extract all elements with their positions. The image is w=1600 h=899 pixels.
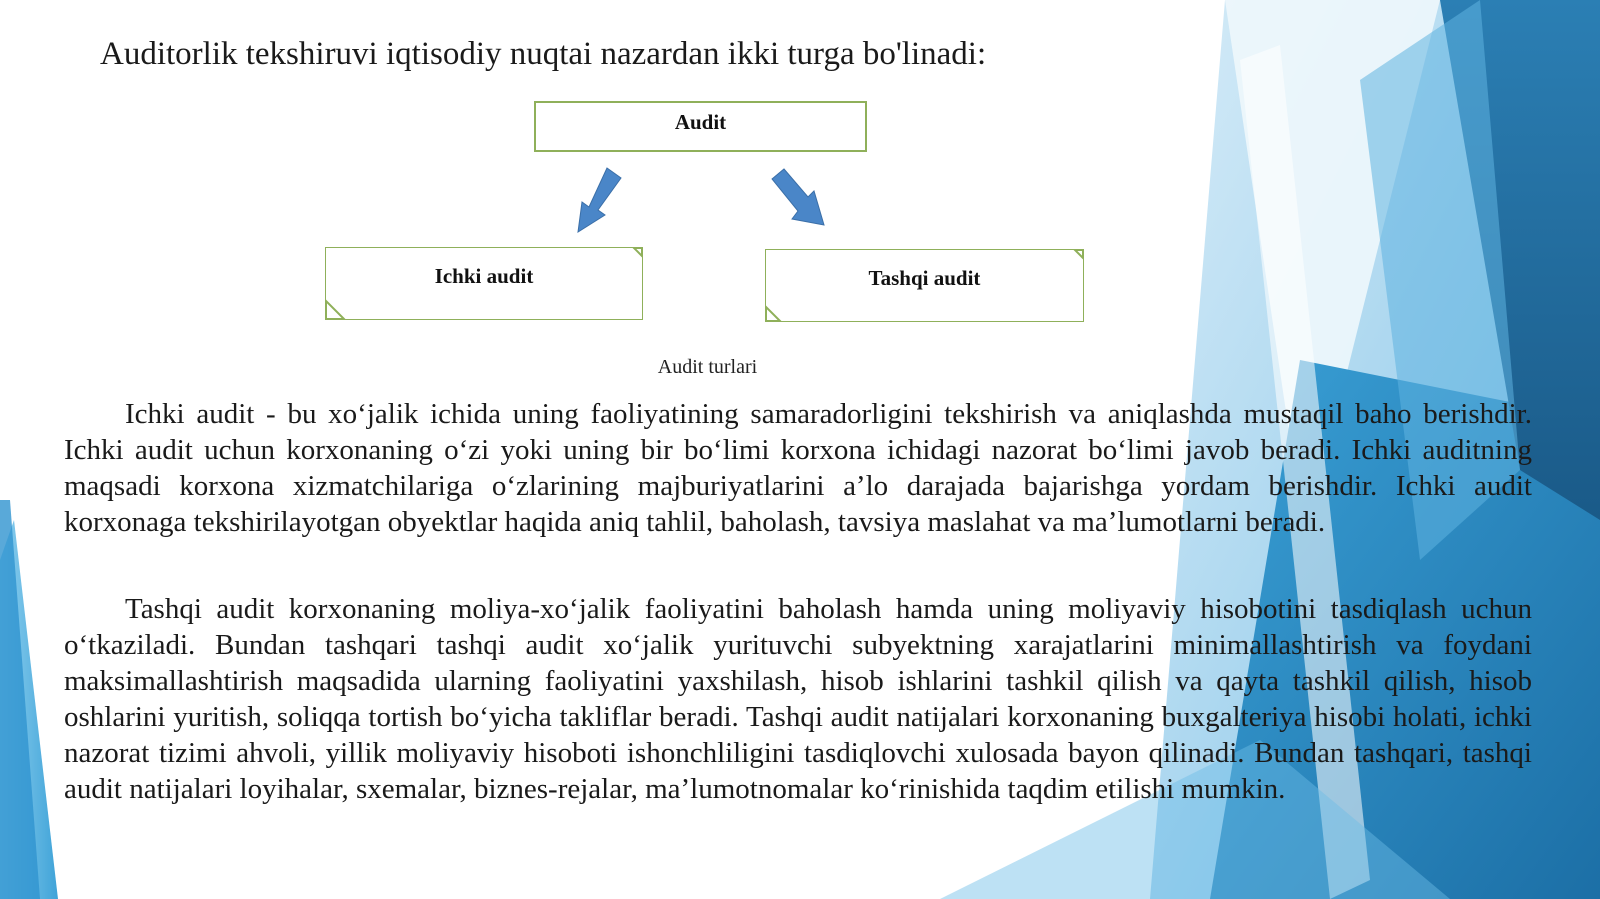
arrow-down-right-icon: [768, 167, 828, 229]
diagram-root-label: Audit: [674, 110, 727, 134]
diagram-right-label: Tashqi audit: [868, 266, 981, 290]
diagram-root-box: [534, 101, 867, 152]
diagram-left-label: Ichki audit: [434, 264, 534, 288]
arrow-down-left-icon: [572, 164, 630, 234]
paragraph-ichki-audit: Ichki audit - bu xo‘jalik ichida uning faoliyatining samaradorligini tekshirish va aniqlashda mustaqil baho berishdir. Ichki audit uchun korxonaning o‘zi yoki uning bir bo‘limi korxona ichidagi nazorat bo‘limi javob beradi. Ichki auditning maqsadi korxona xizmatchilariga o‘zlarining majburiyatlarini a’lo darajada bajarishga yordam berishdir. Ichki audit korxonaga tekshirilayotgan obyektlar haqida aniq tahlil, baholash, tavsiya maslahat va ma’lumotlarni beradi.: [64, 398, 1532, 538]
diagram-caption: Audit turlari: [657, 356, 758, 378]
diagram-right-box: [765, 249, 1084, 322]
paragraph-tashqi-audit: Tashqi audit korxonaning moliya-xo‘jalik faoliyatini baholash hamda uning moliyaviy hisobotini tasdiqlash uchun o‘tkaziladi. Bundan tashqari tashqi audit xo‘jalik yurituvchi subyektning xarajatlarini minimallashtirish va foydani maksimallashtirish maqsadida ularning faoliyatini yaxshilash, hisob ishlarini tashkil qilish va qayta tashkil qilish, hisob oshlarini yuritish, soliqqa tortish bo‘yicha takliflar beradi. Tashqi audit natijalari korxonaning buxgalteriya hisobi holati, ichki nazorat tizimi ahvoli, yillik moliyaviy hisoboti ishonchliligini tasdiqlovchi xulosada bayon qilinadi. Bundan tashqari, tashqi audit natijalari loyihalar, sxemalar, biznes-rejalar, ma’lumotnomalar ko‘rinishida taqdim etilishi mumkin.: [64, 593, 1532, 805]
diagram-left-box: [325, 247, 643, 320]
slide-title: Auditorlik tekshiruvi iqtisodiy nuqtai nazardan ikki turga bo'linadi:: [100, 36, 987, 72]
